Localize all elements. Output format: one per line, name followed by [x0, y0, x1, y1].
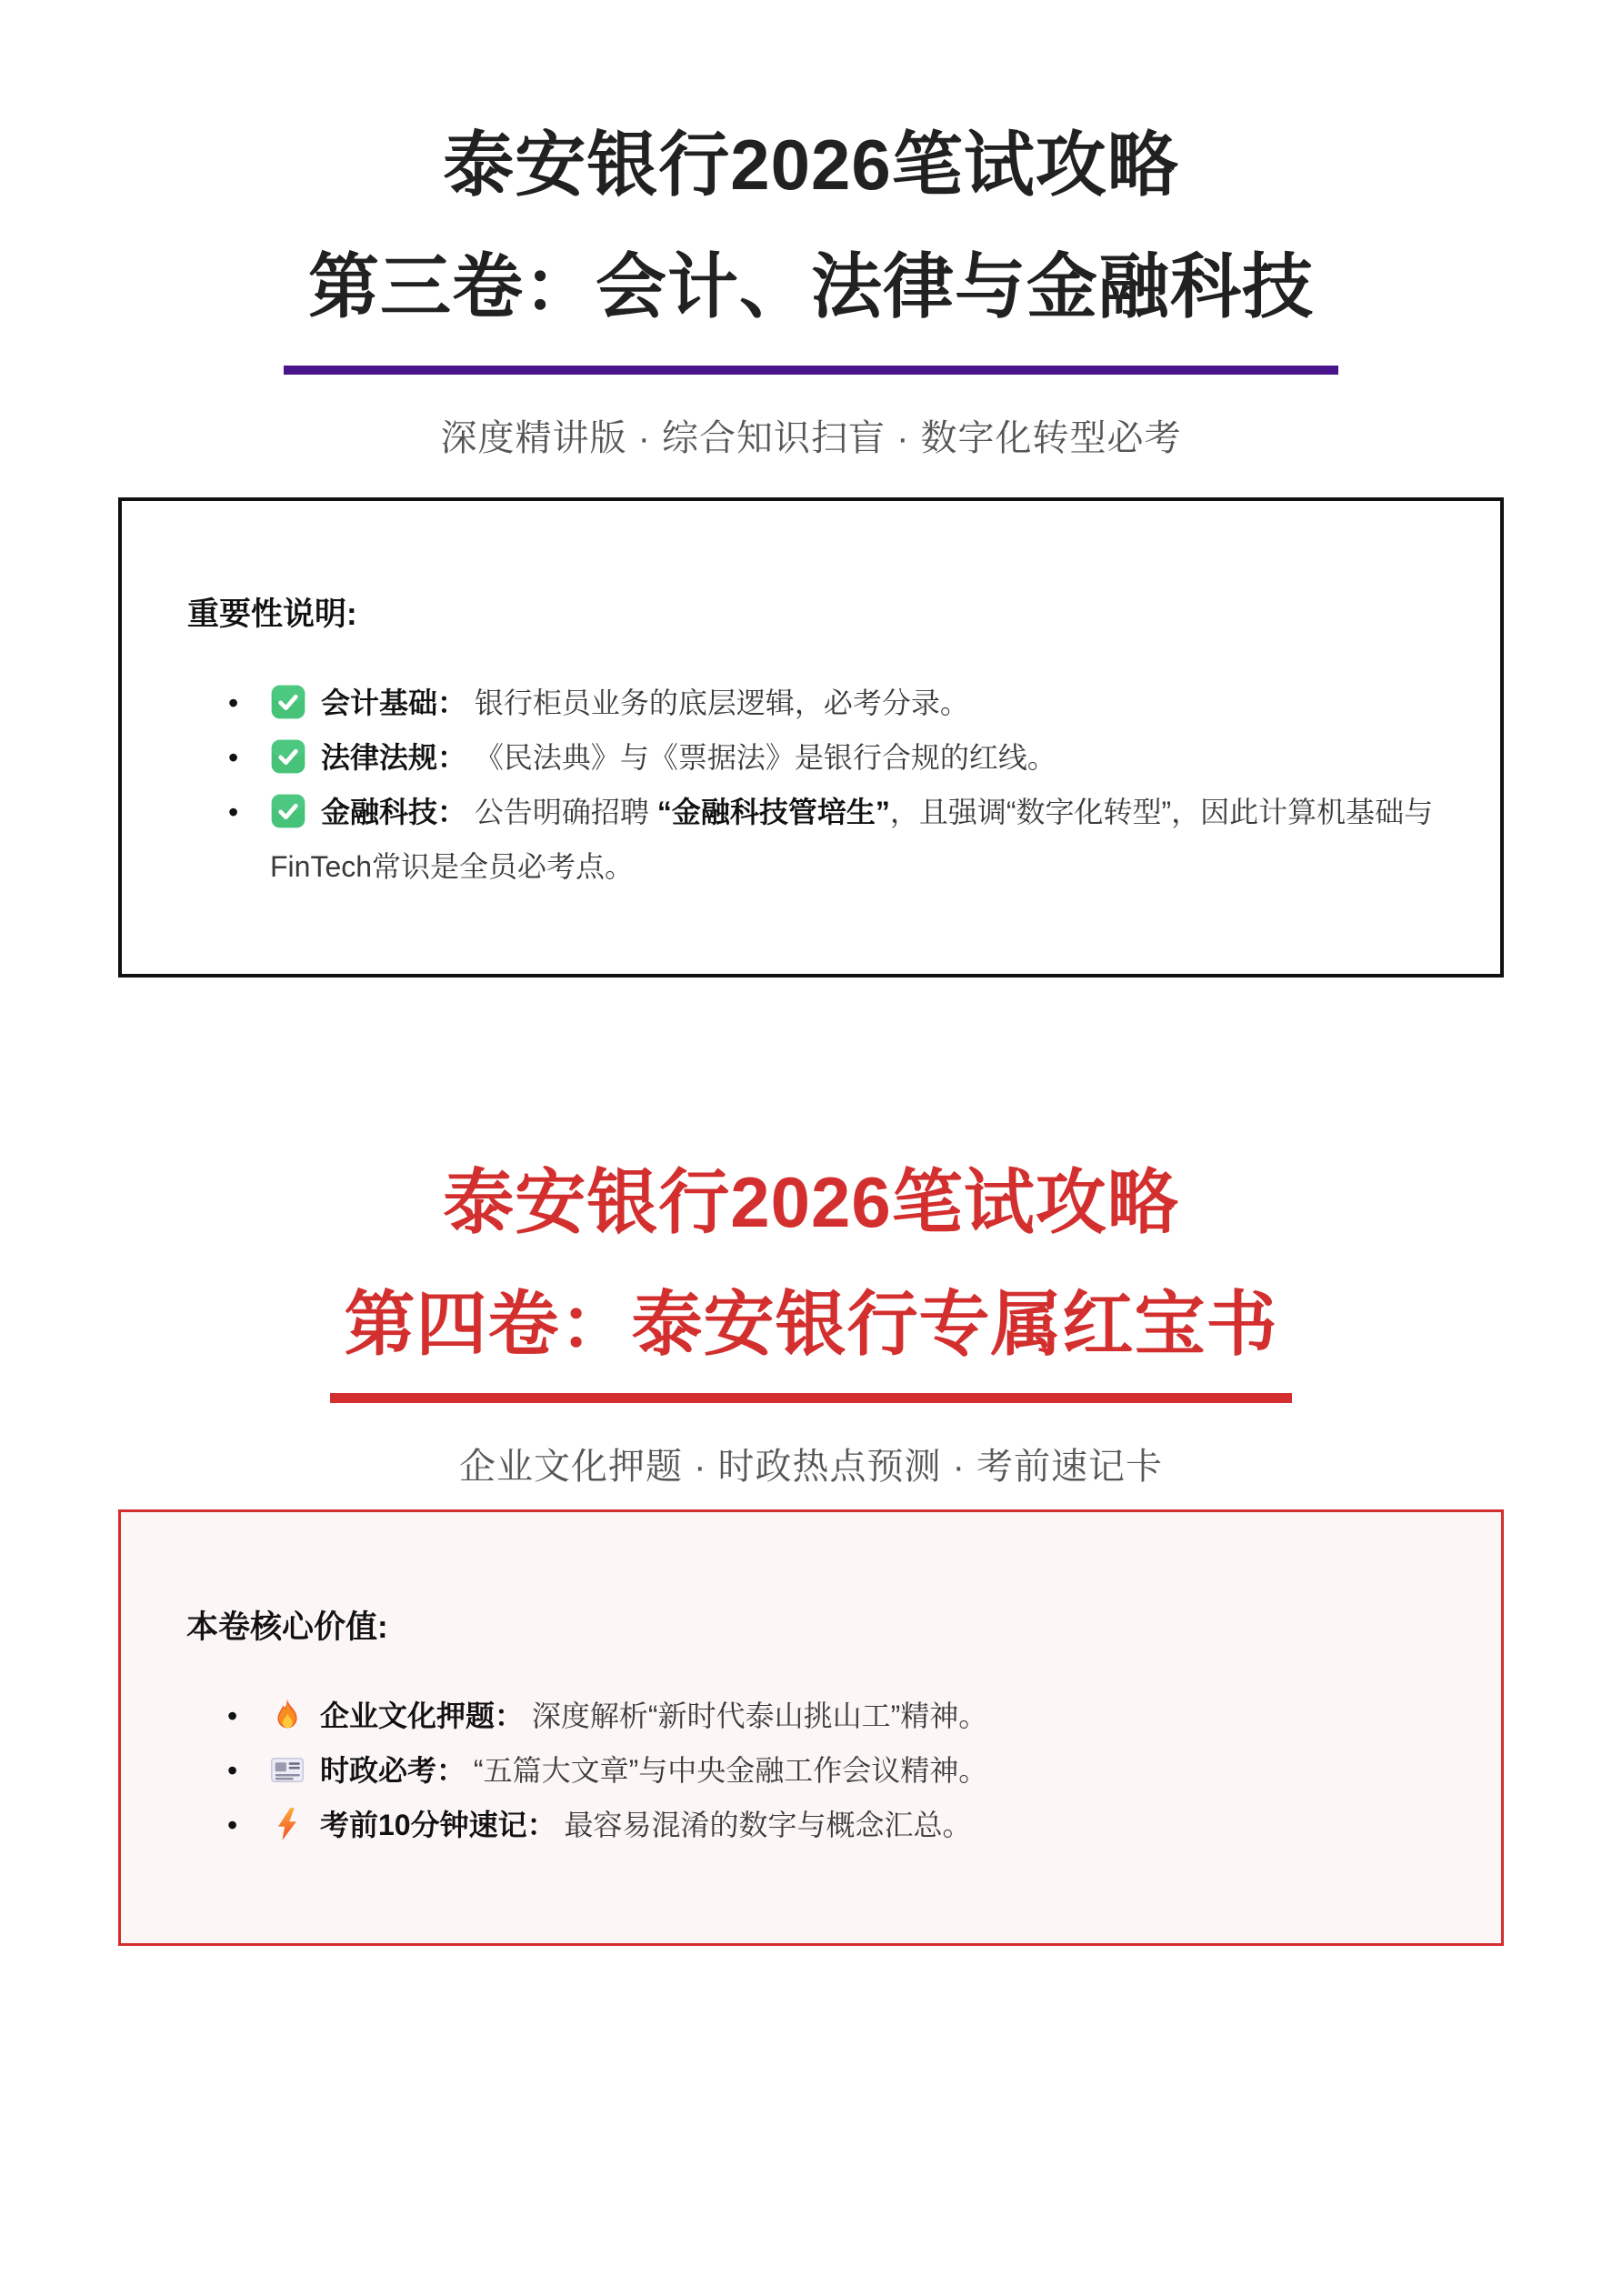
- point-text: “五篇大文章”与中央金融工作会议精神。: [473, 1754, 988, 1787]
- point-label: 时政必考：: [320, 1754, 466, 1787]
- bullet-marker: •: [228, 687, 239, 719]
- bullet-marker: •: [227, 1699, 238, 1732]
- volume3-point-list: [187, 676, 1435, 894]
- lightning-icon: [269, 1806, 305, 1842]
- volume3-header: [0, 0, 1622, 461]
- list-item: [228, 785, 1435, 894]
- point-label: 金融科技：: [321, 796, 467, 828]
- volume3-title-underline: [284, 366, 1338, 375]
- list-item: [227, 1743, 1436, 1798]
- list-item: [227, 1798, 1436, 1852]
- point-text-after: ，且强调“数字化转型”，因此计算机基础与FinTech常识是全员必考点。: [270, 796, 1434, 883]
- list-item: [228, 676, 1435, 730]
- point-text: 最容易混淆的数字与概念汇总。: [564, 1809, 972, 1841]
- newspaper-icon: [269, 1751, 305, 1788]
- volume4-point-list: [186, 1689, 1436, 1852]
- volume4-header: [0, 1162, 1622, 1489]
- volume3-title-line1: 泰安银行2026笔试攻略: [443, 125, 1179, 205]
- bullet-marker: •: [228, 741, 239, 774]
- point-label: 法律法规：: [321, 741, 467, 774]
- volume4-core-value-box: [118, 1509, 1504, 1946]
- volume4-subtitle: 企业文化押题 · 时政热点预测 · 考前速记卡: [458, 1447, 1164, 1487]
- check-icon: [270, 793, 306, 829]
- point-text-bold: “金融科技管培生”: [656, 796, 890, 828]
- point-label: 考前10分钟速记：: [320, 1809, 556, 1841]
- fire-icon: [269, 1697, 305, 1733]
- volume4-title-underline: [330, 1393, 1292, 1403]
- point-text: 《民法典》与《票据法》是银行合规的红线。: [474, 741, 1056, 774]
- bullet-marker: •: [227, 1754, 238, 1787]
- volume3-subtitle: 深度精讲版 · 综合知识扫盲 · 数字化转型必考: [440, 418, 1182, 458]
- point-text: 深度解析“新时代泰山挑山工”精神。: [531, 1699, 988, 1732]
- volume3-box-heading: 重要性说明:: [187, 597, 357, 632]
- volume3-title-line2: 第三卷：会计、法律与金融科技: [307, 246, 1314, 326]
- bullet-marker: •: [227, 1809, 238, 1841]
- list-item: [227, 1689, 1436, 1743]
- point-text: 银行柜员业务的底层逻辑，必考分录。: [474, 687, 969, 719]
- point-text: 公告明确招聘: [474, 796, 657, 828]
- point-label: 会计基础：: [321, 687, 467, 719]
- volume4-title-line1: 泰安银行2026笔试攻略: [443, 1162, 1179, 1242]
- list-item: [228, 730, 1435, 785]
- bullet-marker: •: [228, 796, 239, 828]
- volume3-importance-box: [118, 497, 1504, 978]
- point-label: 企业文化押题：: [320, 1699, 525, 1732]
- check-icon: [270, 684, 306, 720]
- check-icon: [270, 738, 306, 775]
- volume4-box-heading: 本卷核心价值:: [186, 1609, 388, 1645]
- volume4-title-line2: 第四卷：泰安银行专属红宝书: [344, 1284, 1278, 1364]
